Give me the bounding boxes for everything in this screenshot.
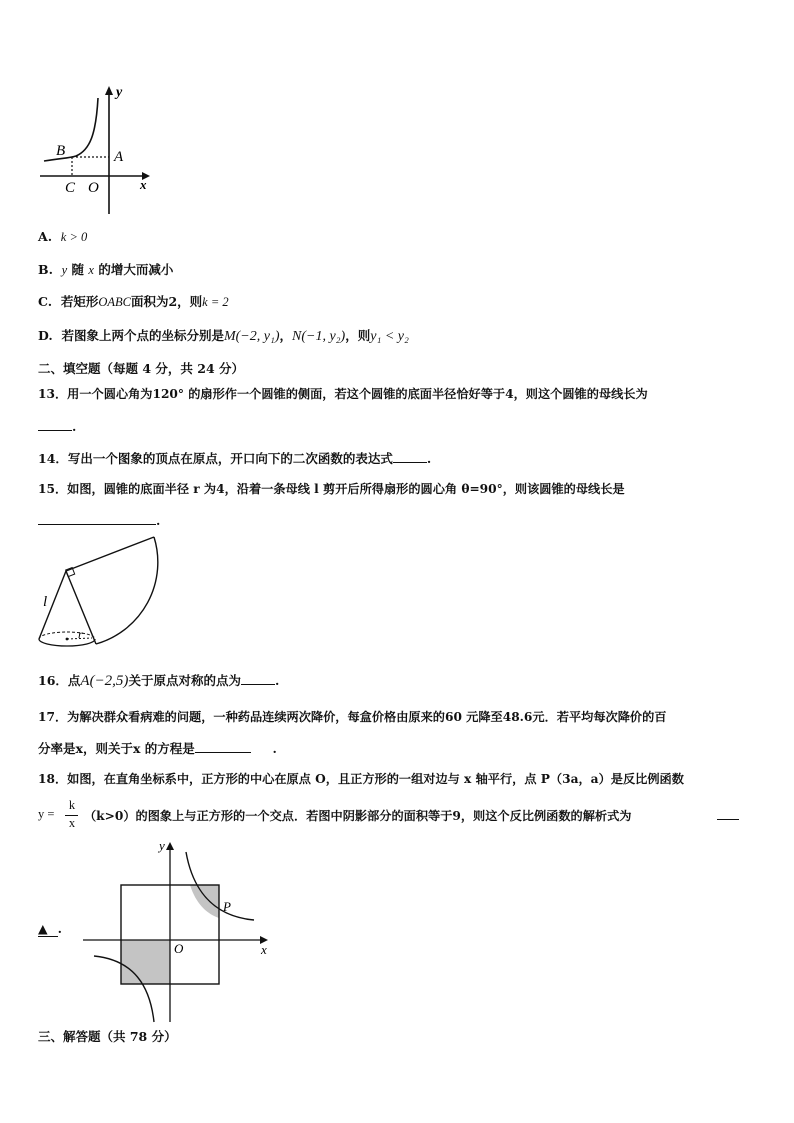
- origin-label: O: [174, 941, 184, 956]
- option-b: [38, 260, 173, 278]
- option-math: OABC: [98, 295, 131, 309]
- point-label-P: P: [223, 899, 231, 914]
- section-title: 二、填空题（每题 4 分，共 24 分）: [38, 361, 245, 376]
- label-l: l: [43, 594, 48, 610]
- question-text: 14．写出一个图象的顶点在原点，开口向下的二次函数的表达式: [38, 451, 393, 466]
- question-text: 13．用一个圆心角为120° 的扇形作一个圆锥的侧面，若这个圆锥的底面半径恰好等于4，则这个圆锥的母线长为: [38, 387, 648, 401]
- option-math: y₁ < y₂: [370, 329, 409, 344]
- option-a: [38, 229, 87, 245]
- option-letter: B.: [38, 262, 53, 277]
- point-label-A: A: [114, 149, 124, 165]
- point-label-B: B: [56, 143, 66, 159]
- figure-cone-sector: [34, 534, 164, 654]
- answer-blank[interactable]: [241, 672, 275, 685]
- label-r: r: [78, 627, 83, 641]
- question-18-line1: 18．如图，在直角坐标系中，正方形的中心在原点 O，且正方形的一组对边与 x 轴平行，点 P（3a，a）是反比例函数: [38, 772, 684, 786]
- question-end: .: [272, 741, 277, 756]
- formula-y-eq: y =: [38, 807, 55, 821]
- option-math: x: [88, 263, 94, 277]
- question-15-answer: [38, 512, 160, 528]
- option-math: N(−1, y₂): [292, 329, 346, 344]
- question-16: [38, 671, 279, 690]
- axis-label-y: y: [116, 85, 123, 100]
- question-13: [38, 385, 648, 402]
- question-text: （k>0）的图象上与正方形的一个交点．若图中阴影部分的面积等于9，则这个反比例函数的解析式为: [84, 809, 632, 823]
- question-17-line1: 17．为解决群众看病难的问题，一种药品连续两次降价，每盒价格由原来的60 元降至48.6元．若平均每次降价的百: [38, 710, 667, 724]
- option-text: 若图象上两个点的坐标分别是: [61, 328, 224, 343]
- triangle-mark: ▲: [38, 921, 58, 937]
- answer-blank[interactable]: [38, 512, 156, 525]
- section-title: 三、解答题（共 78 分）: [38, 1029, 177, 1044]
- question-end: .: [57, 921, 62, 936]
- question-text: 分率是x，则关于x 的方程是: [38, 741, 195, 756]
- question-text: 15．如图，圆锥的底面半径 r 为4，沿着一条母线 l 剪开后所得扇形的圆心角 θ=90°，则该圆锥的母线长是: [38, 482, 625, 496]
- answer-blank[interactable]: [393, 450, 427, 463]
- question-end: .: [274, 673, 280, 688]
- option-d: [38, 326, 409, 345]
- point-label-O: O: [88, 180, 99, 196]
- option-letter: A.: [38, 229, 53, 244]
- option-letter: D.: [38, 328, 53, 343]
- option-text: 随: [67, 262, 89, 277]
- option-text: 若矩形: [60, 294, 99, 309]
- question-text: 16．点: [38, 673, 81, 688]
- fraction-denominator: x: [68, 816, 76, 830]
- option-text: ，则: [345, 328, 371, 343]
- answer-blank[interactable]: [717, 807, 739, 820]
- fraction-numerator: k: [68, 798, 76, 812]
- answer-blank[interactable]: [38, 418, 72, 431]
- answer-blank[interactable]: [195, 740, 251, 753]
- question-14: [38, 449, 431, 467]
- option-math: y: [61, 263, 68, 277]
- question-math: A(−2,5): [80, 673, 129, 689]
- option-text: 面积为2，则: [130, 294, 203, 309]
- question-end: .: [72, 419, 77, 434]
- figure-square-hyperbola: [80, 836, 280, 1026]
- question-18-answer-mark: [38, 921, 62, 936]
- question-end: .: [426, 451, 432, 466]
- figure-hyperbola-rectangle: [36, 82, 166, 222]
- option-math: M(−2, y₁): [223, 329, 280, 344]
- option-math: k > 0: [60, 230, 88, 244]
- option-text: 的增大而减小: [93, 262, 174, 277]
- axis-label-x: x: [140, 177, 147, 192]
- axis-label-x: x: [261, 942, 267, 957]
- point-label-C: C: [65, 180, 76, 196]
- option-math: k = 2: [202, 295, 229, 309]
- option-letter: C.: [38, 294, 53, 309]
- question-15: [38, 480, 625, 497]
- question-17-line2: [38, 739, 277, 757]
- axis-label-y: y: [159, 838, 165, 853]
- question-text: 关于原点对称的点为: [128, 673, 241, 688]
- question-13-answer: [38, 418, 76, 434]
- option-c: [38, 292, 229, 310]
- question-end: .: [156, 513, 161, 528]
- option-text: ，: [279, 328, 293, 343]
